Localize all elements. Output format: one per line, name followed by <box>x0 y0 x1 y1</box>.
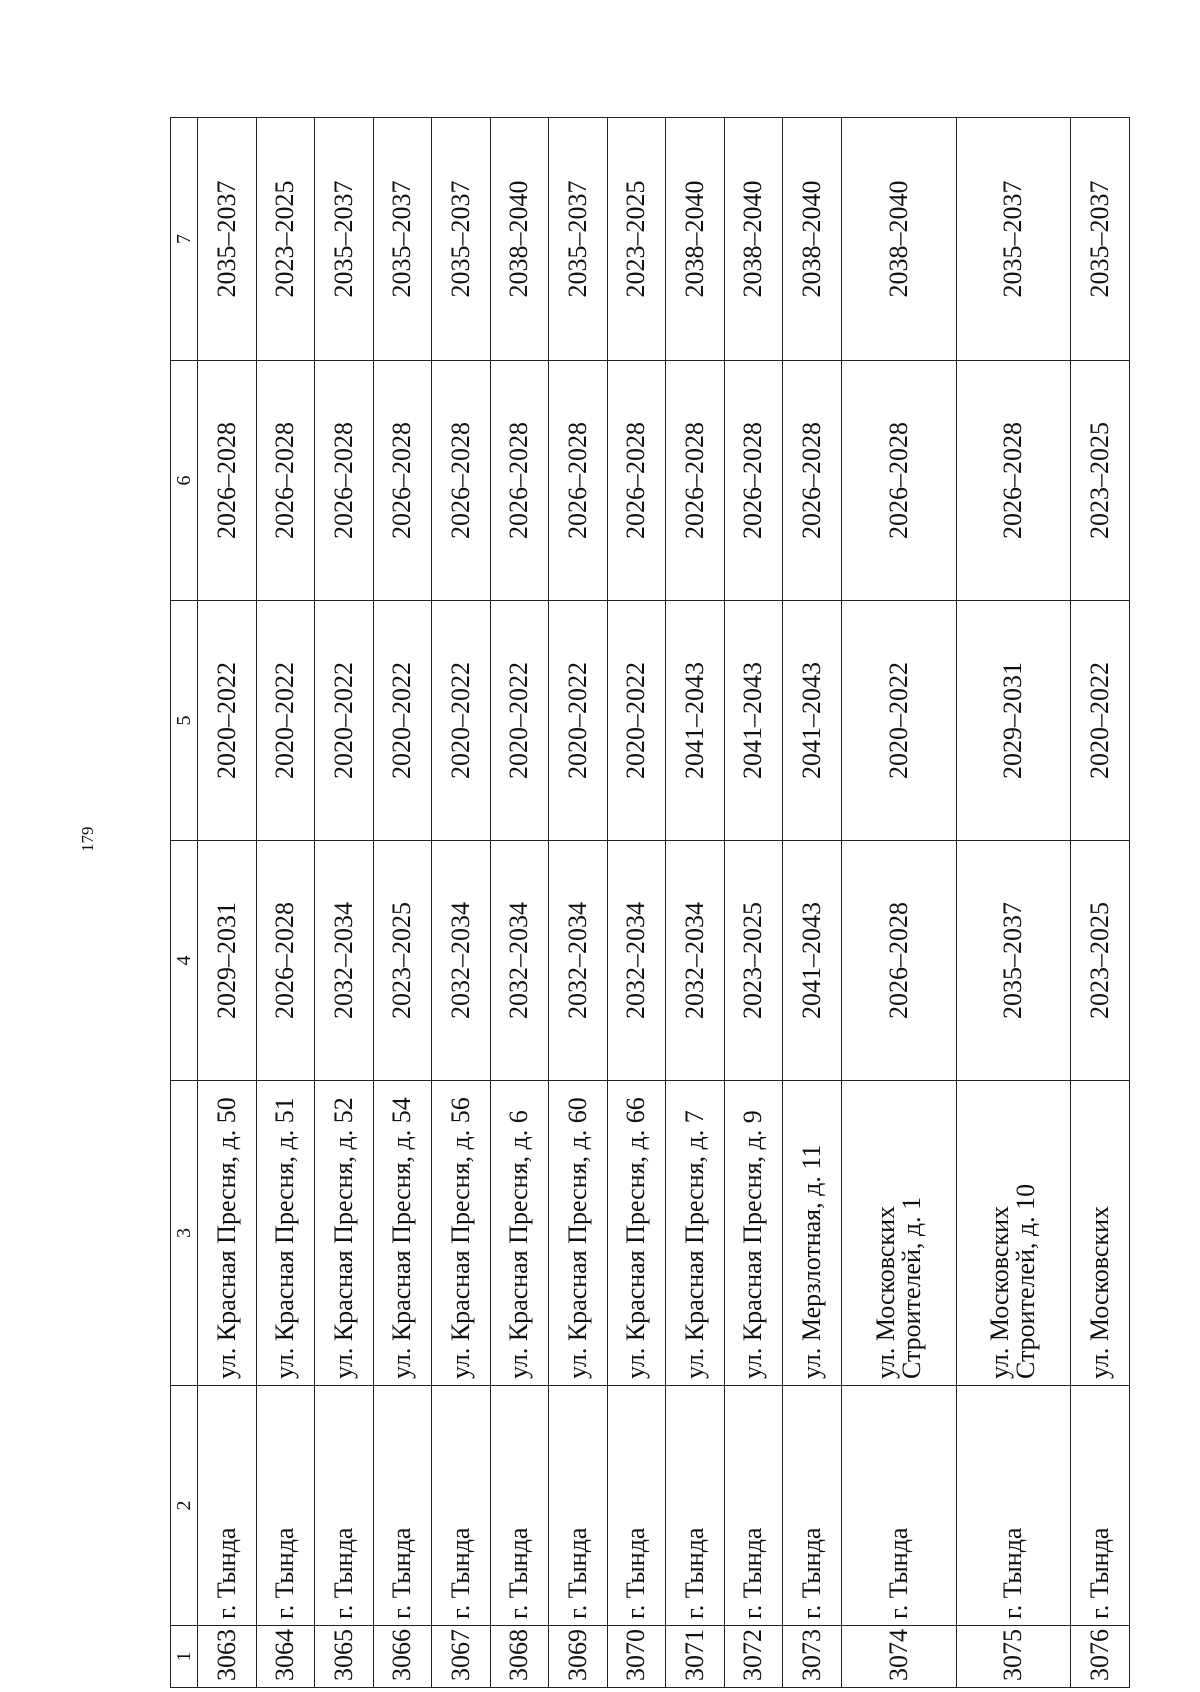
period-cell-col5: 2020–2022 <box>841 601 956 841</box>
period-cell-col7: 2038–2040 <box>841 118 956 361</box>
table-row <box>607 118 666 1688</box>
city-cell: г. Тында <box>607 1386 666 1626</box>
period-cell-col6: 2026–2028 <box>256 361 315 601</box>
period-cell-col7: 2035–2037 <box>373 118 432 361</box>
period-cell-col4: 2041–2043 <box>783 841 842 1081</box>
row-number: 3076 <box>1071 1626 1130 1688</box>
period-cell-col4: 2032–2034 <box>432 841 491 1081</box>
city-cell: г. Тында <box>549 1386 608 1626</box>
address-cell: ул. Красная Пресня, д. 66 <box>607 1081 666 1386</box>
period-cell-col5: 2020–2022 <box>315 601 374 841</box>
row-number: 3073 <box>783 1626 842 1688</box>
address-cell: ул. Московских <box>1071 1081 1130 1386</box>
period-cell-col4: 2032–2034 <box>549 841 608 1081</box>
row-number: 3070 <box>607 1626 666 1688</box>
row-number: 3064 <box>256 1626 315 1688</box>
city-cell: г. Тында <box>373 1386 432 1626</box>
column-header: 5 <box>171 601 198 841</box>
period-cell-col5: 2029–2031 <box>956 601 1071 841</box>
document-table-rotated <box>170 118 1130 1688</box>
period-cell-col5: 2041–2043 <box>724 601 783 841</box>
row-number: 3067 <box>432 1626 491 1688</box>
address-cell: ул. Красная Пресня, д. 54 <box>373 1081 432 1386</box>
address-cell: ул. Красная Пресня, д. 9 <box>724 1081 783 1386</box>
period-cell-col4: 2026–2028 <box>841 841 956 1081</box>
city-cell: г. Тында <box>315 1386 374 1626</box>
period-cell-col7: 2038–2040 <box>666 118 725 361</box>
table-row <box>490 118 549 1688</box>
period-cell-col6: 2026–2028 <box>198 361 257 601</box>
page-number: 179 <box>78 826 97 852</box>
period-cell-col6: 2026–2028 <box>549 361 608 601</box>
period-cell-col7: 2038–2040 <box>490 118 549 361</box>
period-cell-col4: 2023–2025 <box>373 841 432 1081</box>
period-cell-col4: 2023–2025 <box>724 841 783 1081</box>
period-cell-col6: 2026–2028 <box>666 361 725 601</box>
table-row <box>549 118 608 1688</box>
document-table <box>170 117 1130 1688</box>
city-cell: г. Тында <box>783 1386 842 1626</box>
address-cell: ул. Красная Пресня, д. 6 <box>490 1081 549 1386</box>
period-cell-col4: 2035–2037 <box>956 841 1071 1081</box>
period-cell-col4: 2032–2034 <box>666 841 725 1081</box>
period-cell-col4: 2029–2031 <box>198 841 257 1081</box>
period-cell-col7: 2035–2037 <box>549 118 608 361</box>
table-row <box>841 118 956 1688</box>
period-cell-col7: 2035–2037 <box>432 118 491 361</box>
period-cell-col7: 2038–2040 <box>724 118 783 361</box>
address-cell: ул. Мерзлотная, д. 11 <box>783 1081 842 1386</box>
table-row <box>1071 118 1130 1688</box>
city-cell: г. Тында <box>256 1386 315 1626</box>
row-number: 3069 <box>549 1626 608 1688</box>
address-cell: ул. Красная Пресня, д. 7 <box>666 1081 725 1386</box>
address-cell: ул. Красная Пресня, д. 51 <box>256 1081 315 1386</box>
row-number: 3072 <box>724 1626 783 1688</box>
address-cell: ул. Красная Пресня, д. 56 <box>432 1081 491 1386</box>
period-cell-col7: 2023–2025 <box>607 118 666 361</box>
period-cell-col6: 2026–2028 <box>783 361 842 601</box>
address-cell: ул. Московских Строителей, д. 10 <box>956 1081 1071 1386</box>
period-cell-col5: 2020–2022 <box>549 601 608 841</box>
city-cell: г. Тында <box>666 1386 725 1626</box>
header-row <box>171 118 198 1688</box>
period-cell-col7: 2035–2037 <box>956 118 1071 361</box>
row-number: 3074 <box>841 1626 956 1688</box>
address-cell: ул. Московских Строителей, д. 1 <box>841 1081 956 1386</box>
period-cell-col5: 2020–2022 <box>607 601 666 841</box>
period-cell-col6: 2026–2028 <box>373 361 432 601</box>
period-cell-col4: 2023–2025 <box>1071 841 1130 1081</box>
city-cell: г. Тында <box>198 1386 257 1626</box>
column-header: 4 <box>171 841 198 1081</box>
column-header: 2 <box>171 1386 198 1626</box>
address-cell: ул. Красная Пресня, д. 60 <box>549 1081 608 1386</box>
address-cell: ул. Красная Пресня, д. 50 <box>198 1081 257 1386</box>
period-cell-col7: 2035–2037 <box>1071 118 1130 361</box>
address-cell: ул. Красная Пресня, д. 52 <box>315 1081 374 1386</box>
period-cell-col7: 2035–2037 <box>198 118 257 361</box>
column-header: 7 <box>171 118 198 361</box>
period-cell-col5: 2020–2022 <box>198 601 257 841</box>
table-row <box>373 118 432 1688</box>
column-header: 6 <box>171 361 198 601</box>
period-cell-col4: 2032–2034 <box>490 841 549 1081</box>
row-number: 3068 <box>490 1626 549 1688</box>
city-cell: г. Тында <box>490 1386 549 1626</box>
period-cell-col6: 2026–2028 <box>841 361 956 601</box>
table-row <box>666 118 725 1688</box>
period-cell-col6: 2026–2028 <box>315 361 374 601</box>
period-cell-col5: 2020–2022 <box>1071 601 1130 841</box>
period-cell-col4: 2032–2034 <box>315 841 374 1081</box>
row-number: 3063 <box>198 1626 257 1688</box>
period-cell-col4: 2026–2028 <box>256 841 315 1081</box>
table-row <box>256 118 315 1688</box>
period-cell-col5: 2020–2022 <box>432 601 491 841</box>
period-cell-col4: 2032–2034 <box>607 841 666 1081</box>
table-row <box>198 118 257 1688</box>
column-header: 3 <box>171 1081 198 1386</box>
city-cell: г. Тында <box>1071 1386 1130 1626</box>
period-cell-col6: 2026–2028 <box>607 361 666 601</box>
period-cell-col6: 2026–2028 <box>490 361 549 601</box>
period-cell-col5: 2041–2043 <box>783 601 842 841</box>
table-row <box>724 118 783 1688</box>
row-number: 3075 <box>956 1626 1071 1688</box>
table-row <box>432 118 491 1688</box>
period-cell-col7: 2038–2040 <box>783 118 842 361</box>
period-cell-col6: 2026–2028 <box>956 361 1071 601</box>
city-cell: г. Тында <box>956 1386 1071 1626</box>
table-body <box>198 118 1130 1688</box>
city-cell: г. Тында <box>724 1386 783 1626</box>
period-cell-col5: 2020–2022 <box>373 601 432 841</box>
column-header: 1 <box>171 1626 198 1688</box>
period-cell-col5: 2020–2022 <box>490 601 549 841</box>
period-cell-col6: 2026–2028 <box>724 361 783 601</box>
period-cell-col6: 2026–2028 <box>432 361 491 601</box>
table-row <box>783 118 842 1688</box>
period-cell-col5: 2041–2043 <box>666 601 725 841</box>
table-row <box>315 118 374 1688</box>
city-cell: г. Тында <box>841 1386 956 1626</box>
city-cell: г. Тында <box>432 1386 491 1626</box>
period-cell-col5: 2020–2022 <box>256 601 315 841</box>
row-number: 3066 <box>373 1626 432 1688</box>
row-number: 3071 <box>666 1626 725 1688</box>
period-cell-col7: 2035–2037 <box>315 118 374 361</box>
period-cell-col7: 2023–2025 <box>256 118 315 361</box>
row-number: 3065 <box>315 1626 374 1688</box>
period-cell-col6: 2023–2025 <box>1071 361 1130 601</box>
table-row <box>956 118 1071 1688</box>
